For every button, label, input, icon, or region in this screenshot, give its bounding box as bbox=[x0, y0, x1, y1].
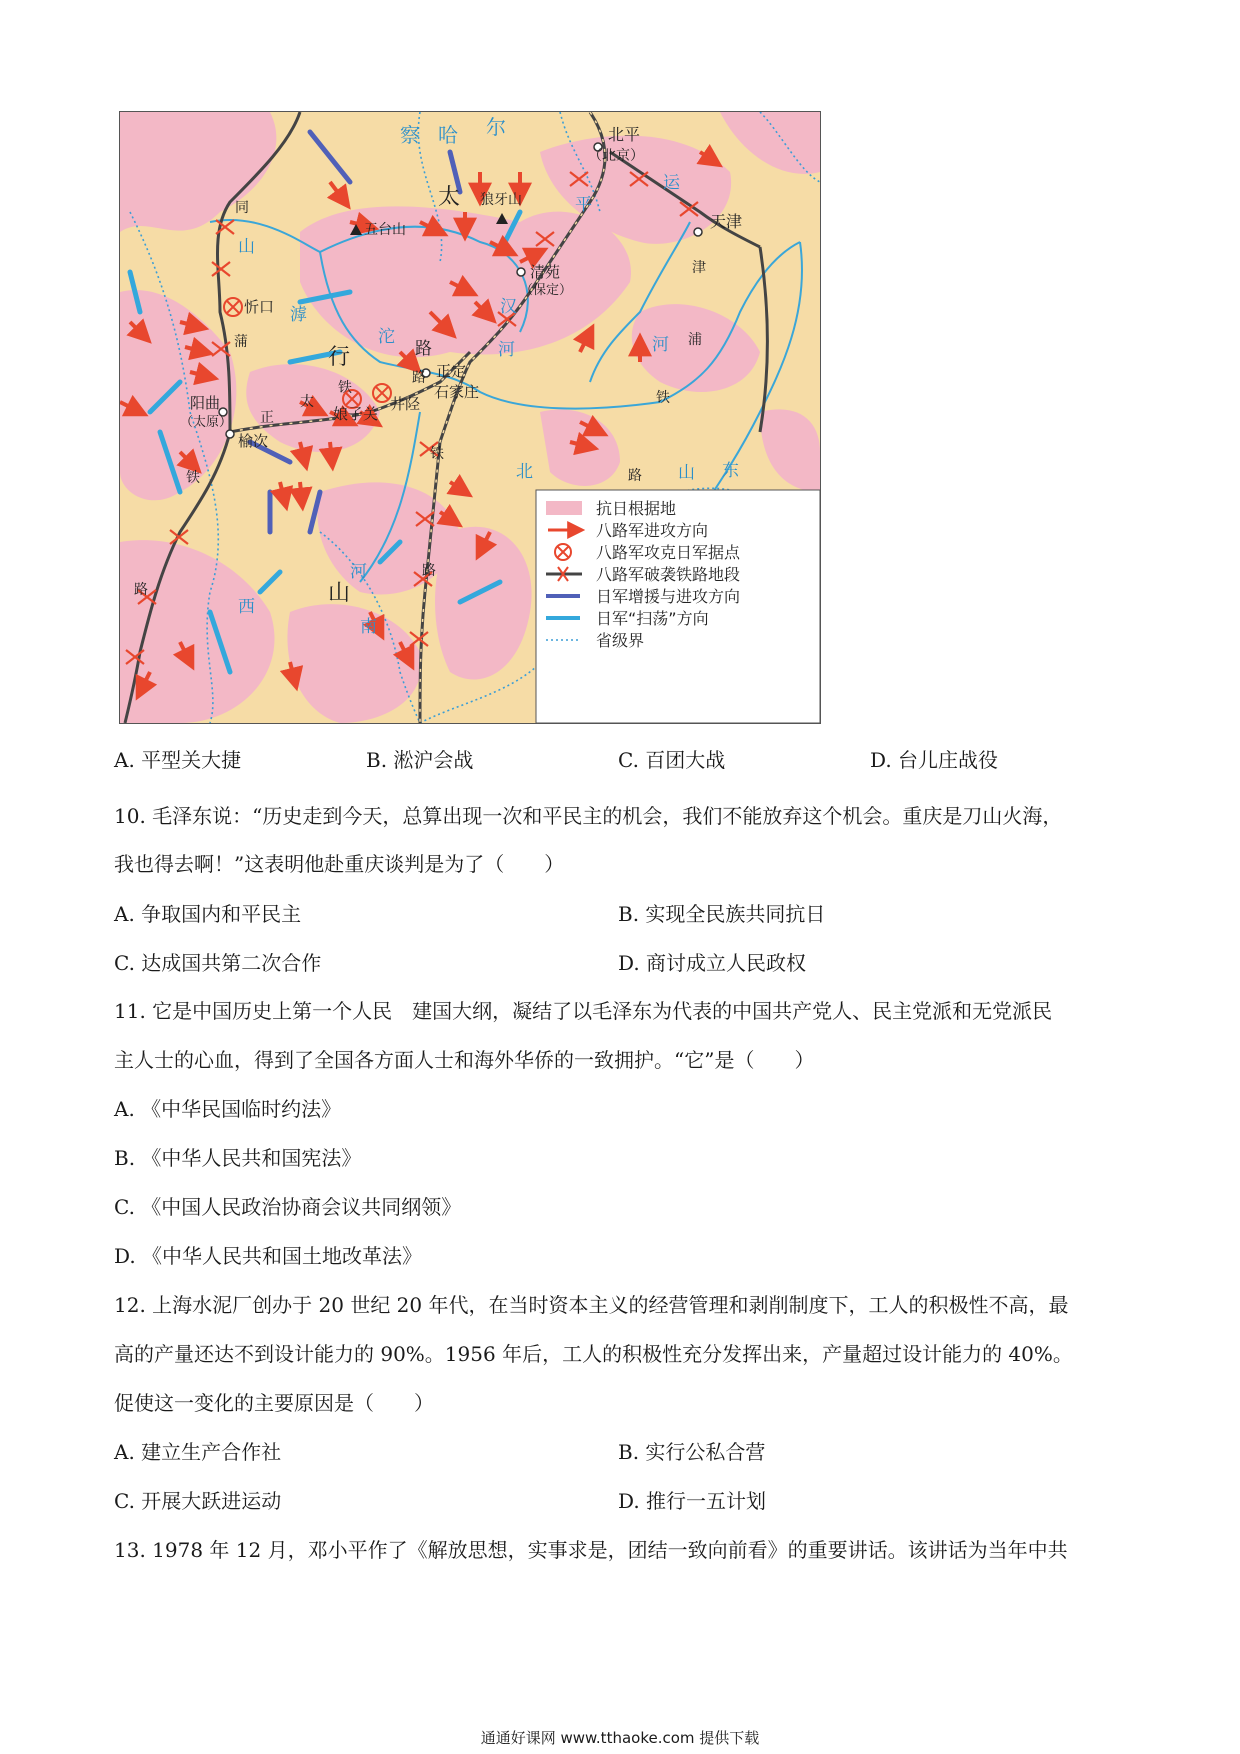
label-jingxing: 井陉 bbox=[390, 395, 421, 413]
label-baoding: （保定） bbox=[520, 283, 573, 298]
legend-reinforce: 日军增援与进攻方向 bbox=[596, 587, 741, 606]
label-beijing: （北京） bbox=[588, 148, 644, 164]
label-zhengtai-1: 正 bbox=[260, 410, 274, 426]
map-legend bbox=[536, 490, 820, 723]
label-shanxi-xi: 西 bbox=[238, 597, 255, 617]
q11-option-b: B. 《中华人民共和国宪法》 bbox=[114, 1146, 362, 1170]
label-tongpu-bottom-1: 铁 bbox=[186, 470, 200, 486]
label-shandong-1: 山 bbox=[678, 463, 695, 483]
legend-swatch-base-area bbox=[546, 501, 582, 515]
label-langyashan: 狼牙山 bbox=[480, 192, 522, 208]
q12-stem-line-1: 12. 上海水泥厂创办于 20 世纪 20 年代，在当时资本主义的经营管理和剥削制度下，工人的积极性不高，最 bbox=[114, 1293, 1069, 1317]
label-tai: 太 bbox=[438, 185, 461, 210]
q12-stem-line-3: 促使这一变化的主要原因是（ ） bbox=[114, 1391, 434, 1415]
label-zhengtai-3: 铁 bbox=[338, 380, 352, 396]
label-beiping: 北平 bbox=[608, 125, 641, 144]
label-tongpu-bottom-2: 路 bbox=[134, 582, 148, 598]
label-he-yun: 河 bbox=[652, 335, 669, 355]
label-pinghan-bottom-2: 路 bbox=[422, 563, 436, 579]
q9-option-c: C. 百团大战 bbox=[618, 748, 726, 772]
legend-sweep: 日军“扫荡”方向 bbox=[596, 609, 709, 628]
label-yuci: 榆次 bbox=[238, 432, 269, 450]
label-pinghan-bottom-1: 铁 bbox=[430, 446, 444, 462]
label-jinpu-3: 铁 bbox=[656, 390, 670, 406]
label-taiyuan: （太原） bbox=[180, 415, 233, 430]
label-hutuo-2: 沱 bbox=[378, 327, 395, 347]
q12-stem-line-2: 高的产量还达不到设计能力的 90%。1956 年后，工人的积极性充分发挥出来，产量超过设计能力的 40%。 bbox=[114, 1342, 1073, 1366]
q11-option-c: C. 《中国人民政治协商会议共同纲领》 bbox=[114, 1195, 462, 1219]
label-xinkou: 忻口 bbox=[244, 298, 275, 316]
label-zhengtai-4: 路 bbox=[412, 370, 426, 386]
label-jinpu-1: 津 bbox=[692, 260, 706, 276]
label-jinpu-2: 浦 bbox=[688, 332, 702, 348]
legend-sabotage: 八路军破袭铁路地段 bbox=[596, 565, 741, 584]
label-lu-pinghan: 路 bbox=[415, 339, 432, 359]
q10-option-c: C. 达成国共第二次合作 bbox=[114, 951, 322, 975]
q11-stem-line-2: 主人士的心血，得到了全国各方面人士和海外华侨的一致拥护。“它”是（ ） bbox=[114, 1048, 815, 1072]
q13-stem-line-1: 13. 1978 年 12 月，邓小平作了《解放思想，实事求是，团结一致向前看》的重要讲话。该讲话为当年中共 bbox=[114, 1538, 1068, 1562]
q9-option-a: A. 平型关大捷 bbox=[114, 748, 242, 772]
label-han: 汉 bbox=[500, 297, 517, 317]
label-niangziguan: 娘子关 bbox=[333, 405, 379, 423]
q10-option-a: A. 争取国内和平民主 bbox=[114, 902, 302, 926]
legend-border: 省级界 bbox=[596, 631, 645, 650]
label-hebei-1: 北 bbox=[516, 462, 533, 482]
label-henan-he: 河 bbox=[350, 562, 367, 582]
legend-base-area: 抗日根据地 bbox=[596, 499, 677, 518]
legend-attack: 八路军进攻方向 bbox=[596, 521, 709, 540]
label-pu-top: 蒲 bbox=[234, 334, 248, 350]
label-tianjin: 天津 bbox=[710, 212, 743, 231]
q11-stem-line-1: 11. 它是中国历史上第一个人民 建国大纲，凝结了以毛泽东为代表的中国共产党人、民主党派和无党派民 bbox=[114, 999, 1053, 1023]
label-chahar-3: 尔 bbox=[486, 115, 506, 139]
q10-stem-line-1: 10. 毛泽东说：“历史走到今天，总算出现一次和平民主的机会，我们不能放弃这个机会。重庆是刀山火海， bbox=[114, 804, 1063, 828]
q12-option-b: B. 实行公私合营 bbox=[618, 1440, 766, 1464]
q12-option-a: A. 建立生产合作社 bbox=[114, 1440, 282, 1464]
label-ping: 平 bbox=[575, 195, 592, 215]
label-shandong-2: 东 bbox=[722, 461, 739, 481]
label-chahar-1: 察 bbox=[400, 123, 420, 147]
label-hang: 行 bbox=[328, 345, 351, 370]
label-shan-bottom: 山 bbox=[328, 581, 351, 606]
label-shan-left: 山 bbox=[238, 237, 255, 257]
battle-map bbox=[119, 111, 821, 724]
label-jinpu-4: 路 bbox=[628, 468, 642, 484]
q11-option-a: A. 《中华民国临时约法》 bbox=[114, 1097, 342, 1121]
label-henan-nan: 南 bbox=[360, 617, 377, 637]
q9-option-b: B. 淞沪会战 bbox=[366, 748, 474, 772]
q9-option-d: D. 台儿庄战役 bbox=[870, 748, 999, 772]
label-qingyuan: 清苑 bbox=[530, 263, 561, 281]
label-chahar-2: 哈 bbox=[438, 123, 458, 147]
q10-stem-line-2: 我也得去啊！”这表明他赴重庆谈判是为了（ ） bbox=[114, 852, 565, 876]
page-footer: 通通好课网 www.tthaoke.com 提供下载 bbox=[480, 1729, 760, 1747]
q12-option-c: C. 开展大跃进运动 bbox=[114, 1489, 282, 1513]
label-zhengtai-2: 太 bbox=[300, 394, 314, 410]
label-tong-top: 同 bbox=[235, 200, 249, 216]
label-wutaishan: 五台山 bbox=[364, 222, 406, 238]
q11-option-d: D. 《中华人民共和国土地改革法》 bbox=[114, 1244, 423, 1268]
label-yangqu: 阳曲 bbox=[190, 394, 221, 412]
q10-option-b: B. 实现全民族共同抗日 bbox=[618, 902, 826, 926]
q12-option-d: D. 推行一五计划 bbox=[618, 1489, 767, 1513]
label-zhengding: 正定 bbox=[436, 362, 467, 380]
label-hutuo-1: 滹 bbox=[290, 305, 307, 325]
label-yun: 运 bbox=[663, 173, 680, 193]
legend-captured: 八路军攻克日军据点 bbox=[596, 543, 741, 562]
label-shijiazhuang: 石家庄 bbox=[434, 383, 480, 401]
q10-option-d: D. 商讨成立人民政权 bbox=[618, 951, 807, 975]
label-hutuo-3: 河 bbox=[498, 340, 515, 360]
